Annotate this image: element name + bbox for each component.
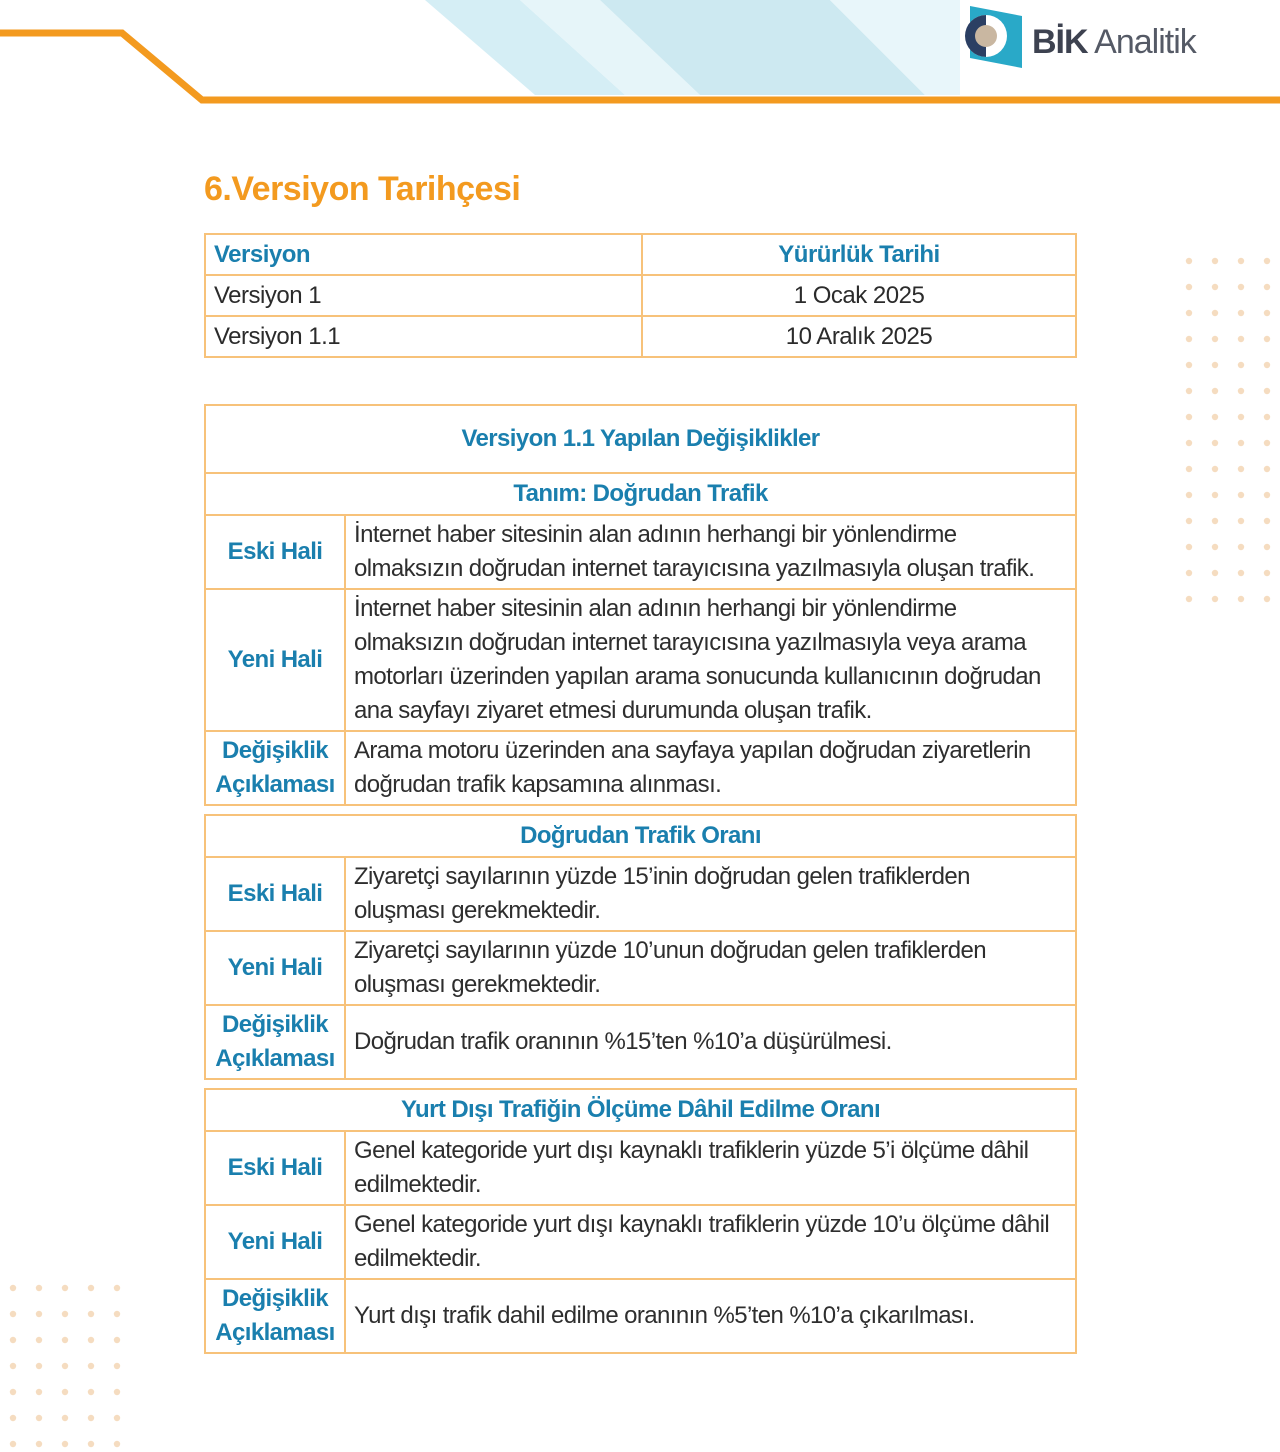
- table-row: [205, 589, 1076, 731]
- header-version: Versiyon: [205, 234, 642, 275]
- brand-name: BİK Analitik: [1032, 23, 1196, 61]
- changes-title-row: [205, 405, 1076, 473]
- changes-title: Versiyon 1.1 Yapılan Değişiklikler: [205, 405, 1076, 473]
- new-text: Genel kategoride yurt dışı kaynaklı trafiklerin yüzde 10’u ölçüme dâhil edilmektedir.: [345, 1205, 1076, 1279]
- table-row: [205, 1205, 1076, 1279]
- old-text: Ziyaretçi sayılarının yüzde 15’inin doğrudan gelen trafiklerden oluşması gerekmektedir.: [345, 857, 1076, 931]
- old-text: Genel kategoride yurt dışı kaynaklı trafiklerin yüzde 5’i ölçüme dâhil edilmektedir.: [345, 1131, 1076, 1205]
- changes-table: [204, 404, 1077, 1354]
- table-row: [205, 275, 1076, 316]
- table-row: [205, 1131, 1076, 1205]
- section-title: 6.Versiyon Tarihçesi: [204, 170, 521, 208]
- table-row: [205, 931, 1076, 1005]
- new-label: Yeni Hali: [205, 1205, 345, 1279]
- section-gap: [205, 805, 1076, 815]
- section-heading-row: [205, 473, 1076, 515]
- version-cell: Versiyon 1.1: [205, 316, 642, 357]
- section-heading: Yurt Dışı Trafiğin Ölçüme Dâhil Edilme Oranı: [205, 1089, 1076, 1131]
- table-row: [205, 316, 1076, 357]
- table-row: [205, 1005, 1076, 1079]
- old-label: Eski Hali: [205, 857, 345, 931]
- version-table: [204, 233, 1077, 358]
- table-row: [205, 857, 1076, 931]
- desc-text: Doğrudan trafik oranının %15’ten %10’a düşürülmesi.: [345, 1005, 1076, 1079]
- old-label: Eski Hali: [205, 1131, 345, 1205]
- dot-pattern-right: [1178, 250, 1280, 610]
- section-heading: Doğrudan Trafik Oranı: [205, 815, 1076, 857]
- section-gap: [205, 1079, 1076, 1089]
- desc-label: Değişiklik Açıklaması: [205, 1005, 345, 1079]
- table-row: [205, 1279, 1076, 1353]
- version-cell: Versiyon 1: [205, 275, 642, 316]
- dot-pattern-left: [0, 1277, 130, 1452]
- desc-label: Değişiklik Açıklaması: [205, 1279, 345, 1353]
- desc-text: Arama motoru üzerinden ana sayfaya yapılan doğrudan ziyaretlerin doğrudan trafik kapsamına alınması.: [345, 731, 1076, 805]
- old-text: İnternet haber sitesinin alan adının herhangi bir yönlendirme olmaksızın doğrudan internet tarayıcısına yazılmasıyla oluşan trafik.: [345, 515, 1076, 589]
- old-label: Eski Hali: [205, 515, 345, 589]
- table-header-row: [205, 234, 1076, 275]
- new-text: Ziyaretçi sayılarının yüzde 10’unun doğrudan gelen trafiklerden oluşması gerekmektedir.: [345, 931, 1076, 1005]
- date-cell: 10 Aralık 2025: [642, 316, 1076, 357]
- header-effective-date: Yürürlük Tarihi: [642, 234, 1076, 275]
- new-text: İnternet haber sitesinin alan adının herhangi bir yönlendirme olmaksızın doğrudan internet tarayıcısına yazılmasıyla veya arama motorları üzerinden yapılan arama sonucunda kullanıcının doğrudan ana sayfayı ziyaret etmesi durumunda oluşan trafik.: [345, 589, 1076, 731]
- section-heading-row: [205, 815, 1076, 857]
- desc-label: Değişiklik Açıklaması: [205, 731, 345, 805]
- date-cell: 1 Ocak 2025: [642, 275, 1076, 316]
- new-label: Yeni Hali: [205, 931, 345, 1005]
- table-row: [205, 515, 1076, 589]
- section-heading-row: [205, 1089, 1076, 1131]
- table-row: [205, 731, 1076, 805]
- new-label: Yeni Hali: [205, 589, 345, 731]
- section-heading: Tanım: Doğrudan Trafik: [205, 473, 1076, 515]
- desc-text: Yurt dışı trafik dahil edilme oranının %5’ten %10’a çıkarılması.: [345, 1279, 1076, 1353]
